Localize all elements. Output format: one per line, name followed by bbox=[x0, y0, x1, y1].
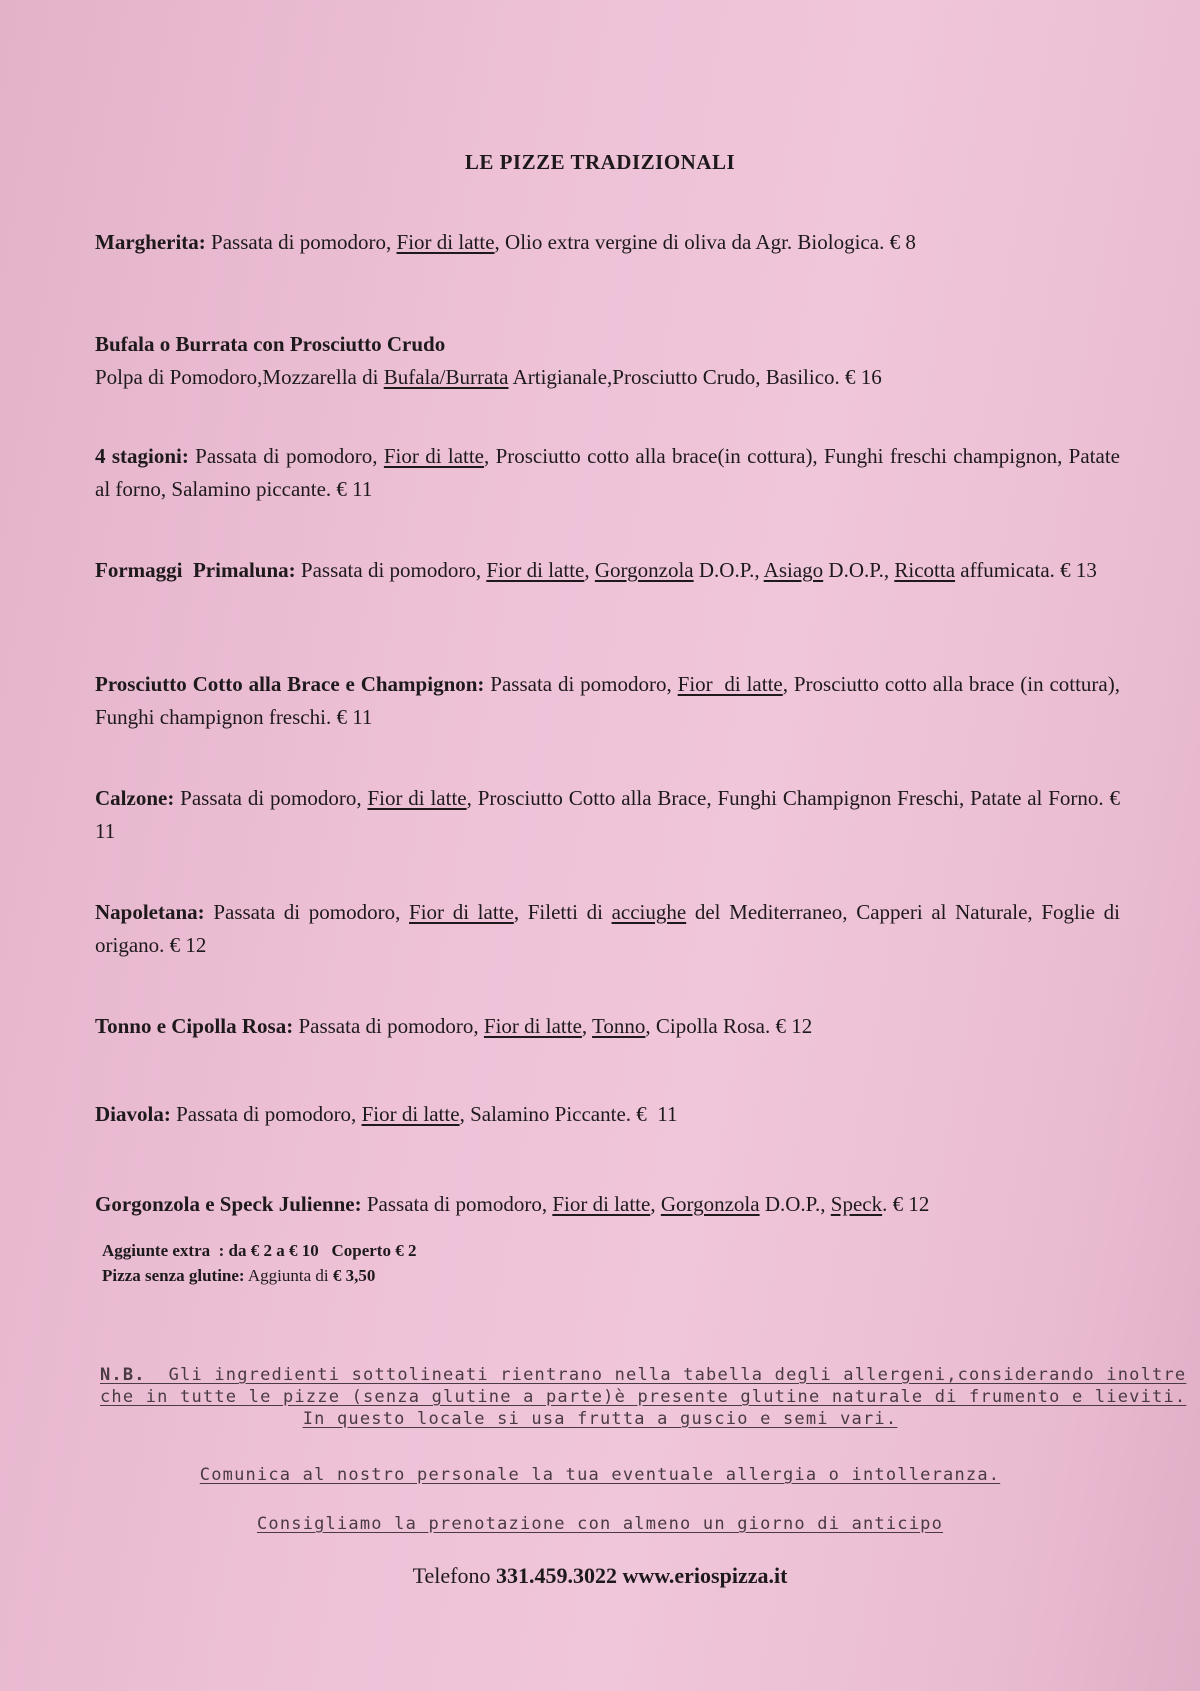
menu-item-napoletana: Napoletana: Passata di pomodoro, Fior di latte, Filetti di acciughe del Mediterraneo, Capperi al Naturale, Foglie di origano. € 12 bbox=[95, 900, 1120, 957]
menu-item-prosciutto-cotto-champignon: Prosciutto Cotto alla Brace e Champignon: Passata di pomodoro, Fior di latte, Prosciutto cotto alla brace (in cottura), Funghi champignon freschi. € 11 bbox=[95, 672, 1120, 729]
menu-item-bufala-burrata: Bufala o Burrata con Prosciutto Crudo Polpa di Pomodoro,Mozzarella di Bufala/Burrata Artigianale,Prosciutto Crudo, Basilico. € 16 bbox=[95, 328, 1120, 394]
menu-item-4-stagioni: 4 stagioni: Passata di pomodoro, Fior di latte, Prosciutto cotto alla brace(in cottura), Funghi freschi champignon, Patate al forno, Salamino piccante. € 11 bbox=[95, 444, 1120, 501]
menu-item-diavola: Diavola: Passata di pomodoro, Fior di latte, Salamino Piccante. € 11 bbox=[95, 1102, 678, 1126]
allergen-ingredient: Ricotta bbox=[894, 558, 956, 582]
allergen-ingredient: Fior di latte bbox=[409, 900, 514, 924]
reservation-notice: Consigliamo la prenotazione con almeno un giorno di anticipo bbox=[256, 1514, 944, 1534]
menu-item-margherita: Margherita: Passata di pomodoro, Fior di latte, Olio extra vergine di oliva da Agr. Biologica. € 8 bbox=[95, 230, 916, 254]
nb-line-3: In questo locale si usa frutta a guscio e semi vari. bbox=[302, 1409, 898, 1429]
menu-item-calzone: Calzone: Passata di pomodoro, Fior di latte, Prosciutto Cotto alla Brace, Funghi Champignon Freschi, Patate al Forno. € 11 bbox=[95, 786, 1120, 843]
nb-label: N.B. bbox=[100, 1365, 146, 1385]
menu-item-gorgonzola-speck: Gorgonzola e Speck Julienne: Passata di pomodoro, Fior di latte, Gorgonzola D.O.P., Speck. € 12 bbox=[95, 1192, 930, 1216]
allergen-ingredient: Asiago bbox=[763, 558, 824, 582]
nb-line-2: che in tutte le pizze (senza glutine a parte)è presente glutine naturale di frumento e lieviti. bbox=[100, 1387, 1187, 1407]
item-name: 4 stagioni: bbox=[95, 444, 189, 468]
item-name: Formaggi Primaluna: bbox=[95, 558, 296, 582]
item-name: Prosciutto Cotto alla Brace e Champignon: bbox=[95, 672, 485, 696]
allergen-ingredient: acciughe bbox=[611, 900, 687, 924]
extras-notes: Aggiunte extra : da € 2 a € 10 Coperto € 2 Pizza senza glutine: Aggiunta di € 3,50 bbox=[102, 1241, 417, 1285]
nb-line-1: Gli ingredienti sottolineati rientrano nella tabella degli allergeni,considerando inoltre bbox=[145, 1365, 1187, 1385]
extras-line: Aggiunte extra : da € 2 a € 10 Coperto € 2 bbox=[102, 1241, 417, 1260]
allergen-ingredient: Fior di latte bbox=[367, 786, 467, 810]
menu-title: LE PIZZE TRADIZIONALI bbox=[464, 150, 736, 174]
allergen-ingredient: Tonno bbox=[592, 1014, 646, 1038]
allergen-note bbox=[100, 1364, 1187, 1430]
allergen-ingredient: Fior di latte bbox=[486, 558, 585, 582]
menu-item-formaggi-primaluna: Formaggi Primaluna: Passata di pomodoro, Fior di latte, Gorgonzola D.O.P., Asiago D.O.P., Ricotta affumicata. € 13 bbox=[95, 558, 1097, 582]
allergen-ingredient: Fior di latte bbox=[383, 444, 485, 468]
menu-item-tonno-cipolla: Tonno e Cipolla Rosa: Passata di pomodoro, Fior di latte, Tonno, Cipolla Rosa. € 12 bbox=[95, 1014, 813, 1038]
allergen-ingredient: Gorgonzola bbox=[594, 558, 694, 582]
item-name: Napoletana: bbox=[95, 900, 205, 924]
allergen-ingredient: Bufala/Burrata bbox=[383, 365, 509, 389]
phone-and-website: 331.459.3022 www.eriospizza.it bbox=[495, 1563, 788, 1588]
allergen-ingredient: Fior di latte bbox=[552, 1192, 651, 1216]
phone-label: Telefono bbox=[412, 1563, 496, 1588]
allergen-ingredient: Fior di latte bbox=[677, 672, 783, 696]
item-name: Calzone: bbox=[95, 786, 175, 810]
item-name: Gorgonzola e Speck Julienne: bbox=[95, 1192, 362, 1216]
item-name: Margherita: bbox=[95, 230, 206, 254]
allergen-ingredient: Gorgonzola bbox=[660, 1192, 760, 1216]
allergen-ingredient: Fior di latte bbox=[361, 1102, 460, 1126]
allergen-ingredient: Speck bbox=[830, 1192, 883, 1216]
item-name: Diavola: bbox=[95, 1102, 171, 1126]
item-name: Bufala o Burrata con Prosciutto Crudo bbox=[95, 332, 446, 356]
gluten-free-label: Pizza senza glutine: bbox=[102, 1266, 245, 1285]
allergy-notice: Comunica al nostro personale la tua eventuale allergia o intolleranza. bbox=[199, 1465, 1001, 1485]
contact-line bbox=[0, 1563, 1200, 1589]
item-name: Tonno e Cipolla Rosa: bbox=[95, 1014, 294, 1038]
allergen-ingredient: Fior di latte bbox=[396, 230, 495, 254]
allergen-ingredient: Fior di latte bbox=[483, 1014, 582, 1038]
gluten-free-price: € 3,50 bbox=[332, 1266, 376, 1285]
